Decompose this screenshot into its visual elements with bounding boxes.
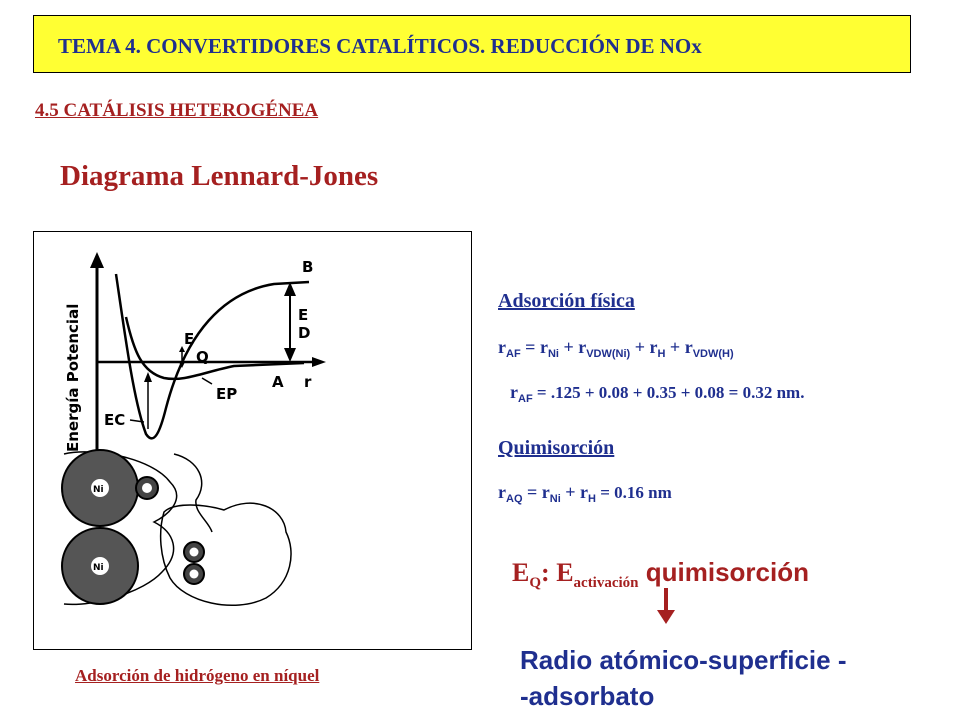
physisorption-curve — [126, 317, 304, 379]
label-q: Q — [196, 348, 209, 366]
chemisorption-radius-formula: $r_{AQ} = r_{Ni} + r_H = 0.16$ nm — [498, 482, 672, 505]
hydrogen-center-molecule-2 — [190, 570, 199, 579]
hydrogen-center-adsorbed — [142, 483, 152, 493]
lennard-jones-diagram — [34, 232, 471, 649]
title-banner — [33, 15, 911, 73]
ep-pointer — [202, 378, 212, 384]
chemisorption-curve — [116, 274, 309, 438]
label-ni-top: Ni — [93, 485, 104, 495]
dissociation-arrow-down — [284, 348, 296, 362]
section-heading: 4.5 CATÁLISIS HETEROGÉNEA — [35, 100, 319, 121]
chemisorption-heading: Quimisorción — [498, 437, 615, 459]
page-title: TEMA 4. CONVERTIDORES CATALÍTICOS. REDUCCIÓN DE NOx — [58, 34, 702, 58]
down-arrow-icon — [655, 588, 677, 626]
label-ni-bottom: Ni — [93, 563, 104, 573]
label-r: r — [304, 373, 312, 391]
radius-line-2: -adsorbato — [520, 681, 655, 711]
label-e-inner: E — [184, 330, 195, 348]
physical-radius-value: $r_{AF} = .125 + 0.08 + 0.35 + 0.08 = 0.32$ nm. — [510, 382, 805, 405]
h2-molecule-outline — [161, 503, 291, 605]
radius-surface-adsorbate — [520, 642, 847, 714]
radius-line-1: Radio atómico-superficie - — [520, 645, 847, 675]
figure-caption: Adsorción de hidrógeno en níquel — [75, 666, 320, 685]
diagram-title: Diagrama Lennard-Jones — [60, 160, 379, 192]
activation-arrow-head — [144, 372, 152, 382]
label-e-right: E — [298, 306, 309, 324]
label-ec: EC — [104, 411, 126, 429]
activation-energy-label: $E_Q$: $E_{activación}$ quimisorción — [512, 557, 809, 591]
physical-adsorption-heading: Adsorción física — [498, 290, 635, 312]
label-b: B — [302, 258, 314, 276]
physical-radius-formula: $r_{AF} = r_{Ni} + r_{VDW(Ni)} + r_H + r_{VDW(H)}$ — [498, 337, 734, 360]
label-ep: EP — [216, 385, 238, 403]
adsorbed-h-outline — [174, 454, 212, 532]
lennard-jones-figure — [33, 231, 472, 650]
label-d: D — [298, 324, 311, 342]
x-axis-arrowhead — [312, 357, 326, 367]
label-a: A — [272, 373, 284, 391]
y-axis-label: Energía Potencial — [64, 303, 82, 452]
y-axis-arrowhead — [90, 252, 104, 268]
hydrogen-center-molecule-1 — [190, 548, 199, 557]
